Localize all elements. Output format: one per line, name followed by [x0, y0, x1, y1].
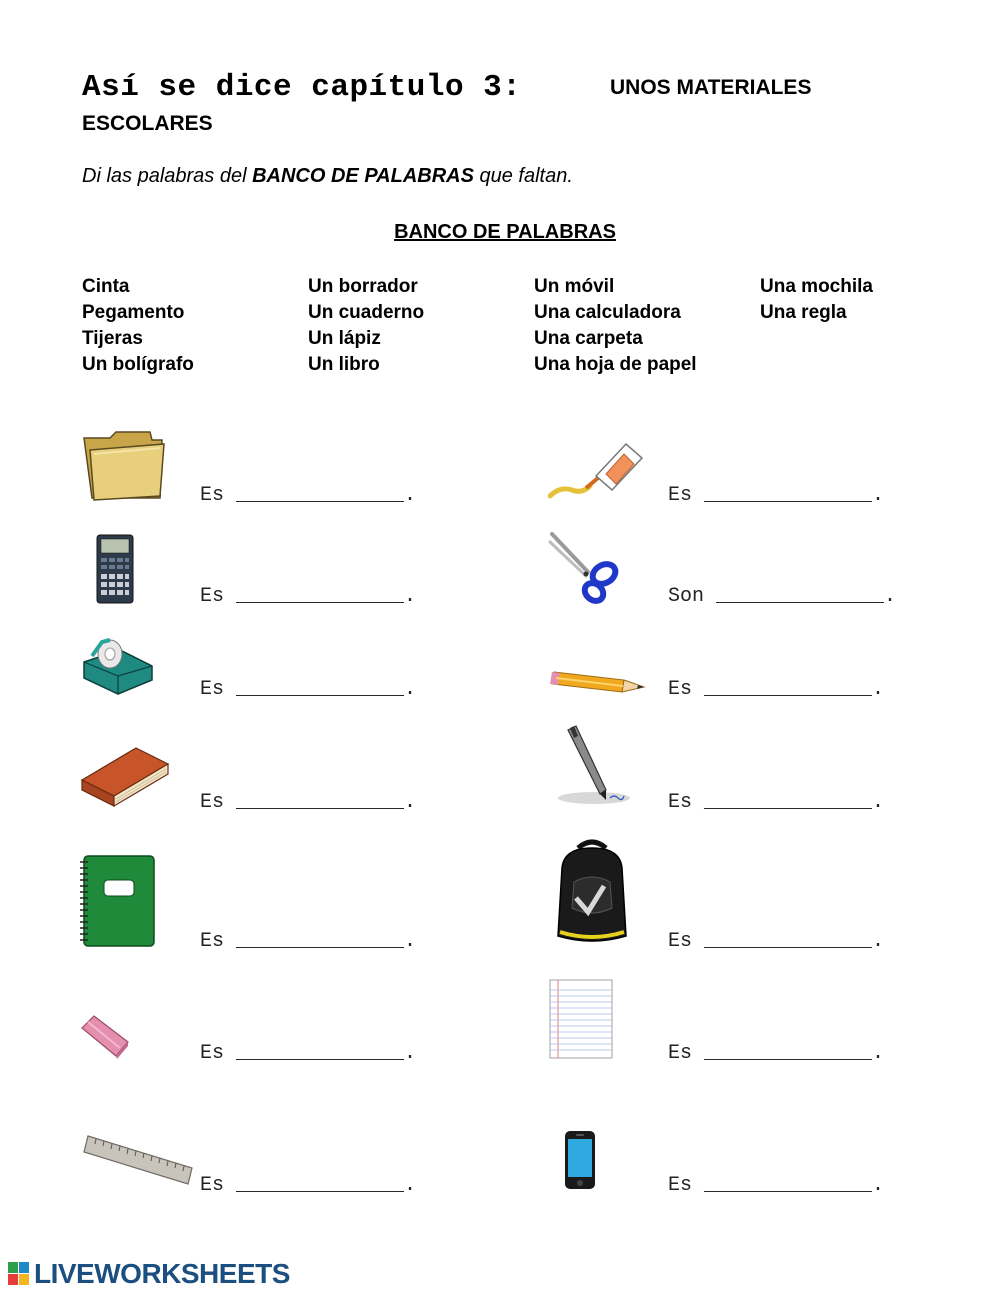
- answer-line-backpack[interactable]: Es ______________.: [668, 930, 885, 953]
- logo-mark-icon: [8, 1262, 30, 1286]
- word-bank-item: Una regla: [760, 302, 847, 323]
- worksheet-topic-continued: ESCOLARES: [82, 112, 213, 135]
- word-bank-item: Un bolígrafo: [82, 354, 194, 375]
- word-bank-item: Tijeras: [82, 328, 143, 349]
- word-bank-item: Una carpeta: [534, 328, 643, 349]
- instructions-bold: BANCO DE PALABRAS: [252, 165, 474, 187]
- pen-icon: [554, 724, 630, 808]
- answer-line-eraser[interactable]: Es ______________.: [200, 1042, 417, 1065]
- notebook-icon: [80, 854, 156, 948]
- answer-line-folder[interactable]: Es ______________.: [200, 484, 417, 507]
- answer-line-tape[interactable]: Es ______________.: [200, 678, 417, 701]
- scissors-icon: [548, 530, 620, 604]
- mobile-phone-icon: [564, 1130, 596, 1190]
- word-bank-column-3: [534, 274, 697, 378]
- ruler-icon: [82, 1132, 194, 1188]
- answer-line-notebook[interactable]: Es ______________.: [200, 930, 417, 953]
- word-bank-item: Pegamento: [82, 302, 185, 323]
- answer-line-scissors[interactable]: Son ______________.: [668, 585, 897, 608]
- word-bank-title: BANCO DE PALABRAS: [394, 221, 616, 243]
- folder-icon: [80, 428, 168, 504]
- tape-dispenser-icon: [80, 632, 156, 696]
- word-bank-item: Un cuaderno: [308, 302, 425, 323]
- answer-line-book[interactable]: Es ______________.: [200, 791, 417, 814]
- word-bank-item: Una mochila: [760, 276, 873, 297]
- liveworksheets-logo[interactable]: [8, 1258, 290, 1290]
- paper-sheet-icon: [548, 978, 616, 1060]
- answer-line-phone[interactable]: Es ______________.: [668, 1174, 885, 1197]
- worksheet-title: Así se dice capítulo 3:: [82, 70, 522, 105]
- worksheet-topic: UNOS MATERIALES: [610, 76, 812, 99]
- answer-line-calculator[interactable]: Es ______________.: [200, 585, 417, 608]
- word-bank-item: Cinta: [82, 276, 130, 297]
- answer-line-glue[interactable]: Es ______________.: [668, 484, 885, 507]
- eraser-icon: [80, 1012, 130, 1060]
- word-bank-item: Una hoja de papel: [534, 354, 697, 375]
- word-bank-item: Una calculadora: [534, 302, 681, 323]
- answer-line-ruler[interactable]: Es ______________.: [200, 1174, 417, 1197]
- instructions: Di las palabras del BANCO DE PALABRAS que faltan.: [82, 165, 573, 187]
- answer-line-pen[interactable]: Es ______________.: [668, 791, 885, 814]
- word-bank-column-4: [760, 274, 873, 326]
- backpack-icon: [554, 838, 630, 948]
- word-bank-column-2: [308, 274, 424, 378]
- calculator-icon: [96, 534, 134, 604]
- book-icon: [80, 744, 170, 810]
- word-bank-item: Un libro: [308, 354, 380, 375]
- logo-text: LIVEWORKSHEETS: [34, 1258, 290, 1289]
- word-bank-item: Un móvil: [534, 276, 615, 297]
- pencil-icon: [550, 666, 648, 696]
- answer-line-paper[interactable]: Es ______________.: [668, 1042, 885, 1065]
- word-bank-column-1: [82, 274, 194, 378]
- word-bank-item: Un borrador: [308, 276, 418, 297]
- glue-bottle-icon: [548, 436, 646, 504]
- word-bank-item: Un lápiz: [308, 328, 381, 349]
- answer-line-pencil[interactable]: Es ______________.: [668, 678, 885, 701]
